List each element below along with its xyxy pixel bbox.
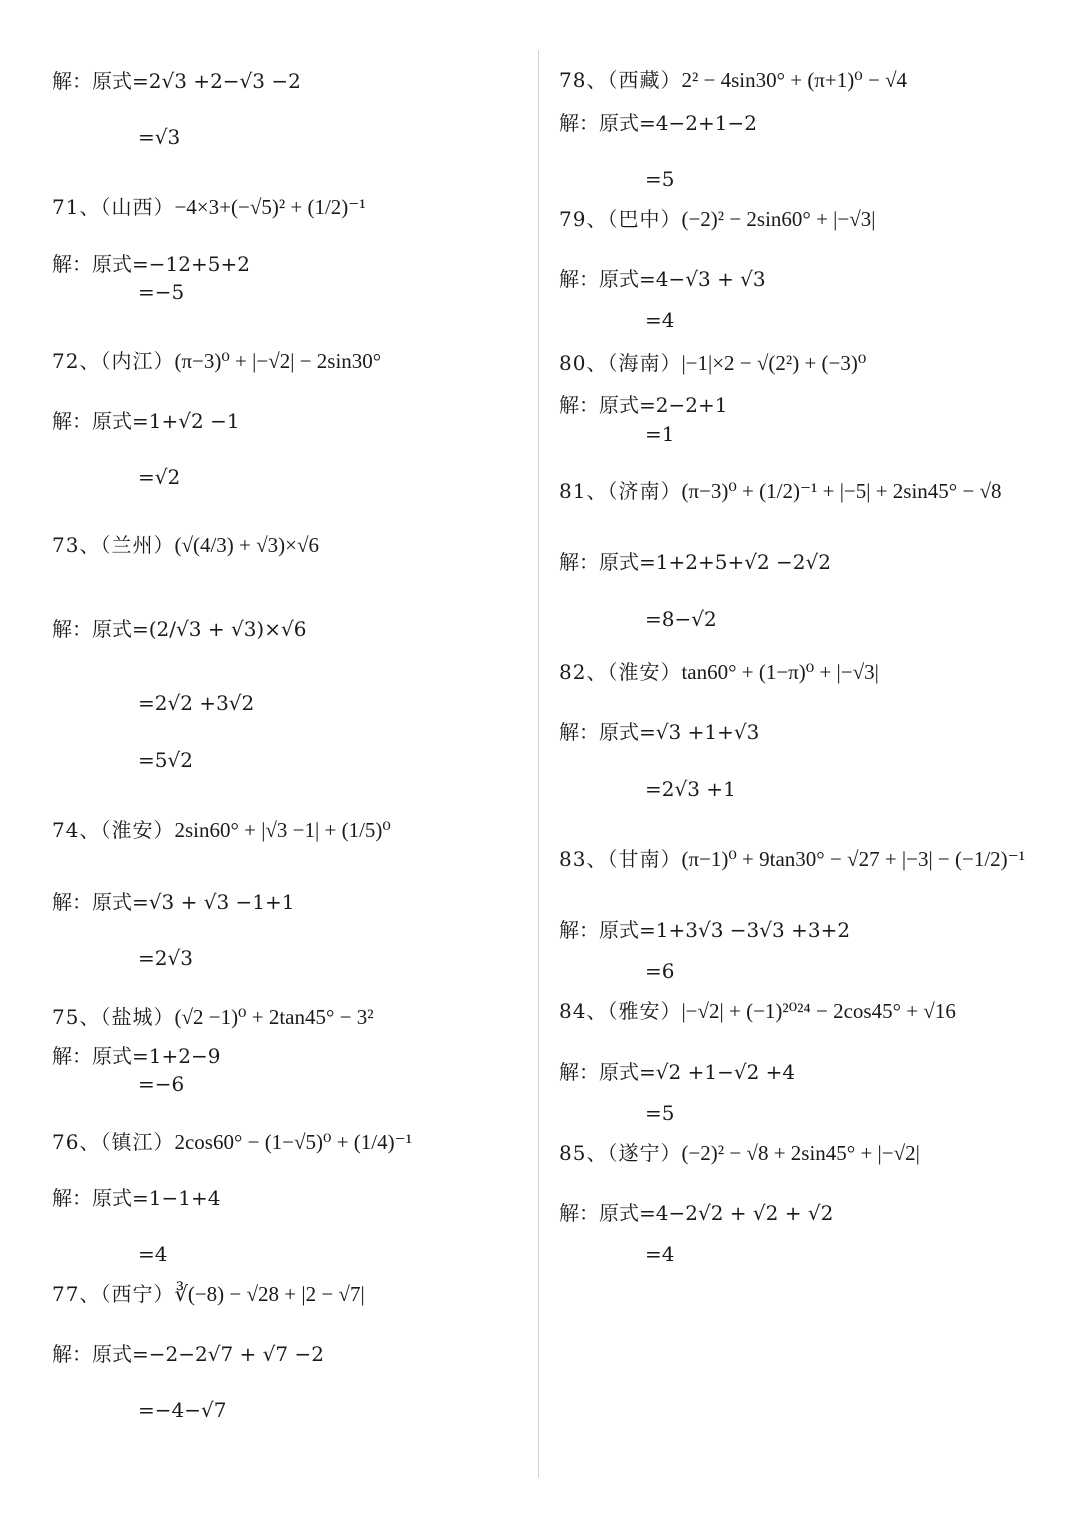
solution-line: 解：原式=4−2+1−2 xyxy=(559,111,757,135)
problem-78 xyxy=(559,66,907,94)
problem-label: 78、（西藏） xyxy=(559,68,682,92)
solution-line: 解：原式=1+2+5+√2 −2√2 xyxy=(559,550,831,574)
problem-label: 81、（济南） xyxy=(559,479,682,503)
problem-expression: (−2)² − 2sin60° + |−√3| xyxy=(681,207,876,231)
problem-label: 83、（甘南） xyxy=(559,847,682,871)
solution-line: =√2 xyxy=(138,465,181,489)
problem-expression: |−1|×2 − √(2²) + (−3)⁰ xyxy=(681,351,867,375)
problem-expression: |−√2| + (−1)²⁰²⁴ − 2cos45° + √16 xyxy=(681,999,956,1023)
solution-line: 解：原式=1+3√3 −3√3 +3+2 xyxy=(559,918,851,942)
problem-label: 79、（巴中） xyxy=(559,207,682,231)
problem-label: 73、（兰州） xyxy=(52,533,175,557)
solution-line: 解：原式=1+2−9 xyxy=(52,1044,221,1068)
solution-line: 解：原式=4−√3 + √3 xyxy=(559,267,766,291)
problem-expression: (π−3)⁰ + (1/2)⁻¹ + |−5| + 2sin45° − √8 xyxy=(681,479,1002,503)
problem-79 xyxy=(559,205,875,233)
solution-line: 解：原式=√3 +1+√3 xyxy=(559,720,760,744)
problem-expression: 2cos60° − (1−√5)⁰ + (1/4)⁻¹ xyxy=(174,1130,413,1154)
solution-line: 解：原式=(2/√3 + √3)×√6 xyxy=(52,617,307,641)
solution-line: =4 xyxy=(138,1242,168,1266)
problem-label: 82、（淮安） xyxy=(559,660,682,684)
solution-line: 解：原式=√3 + √3 −1+1 xyxy=(52,890,295,914)
problem-expression: (−2)² − √8 + 2sin45° + |−√2| xyxy=(681,1141,920,1165)
solution-line: =2√2 +3√2 xyxy=(138,691,255,715)
problem-label: 72、（内江） xyxy=(52,349,175,373)
solution-line: 解：原式=−12+5+2 xyxy=(52,252,250,276)
solution-line: 解：原式=√2 +1−√2 +4 xyxy=(559,1060,796,1084)
solution-line: =6 xyxy=(645,959,675,983)
solution-line: =2√3 +1 xyxy=(645,777,736,801)
problem-label: 84、（雅安） xyxy=(559,999,682,1023)
solution-line: =8−√2 xyxy=(645,607,717,631)
problem-label: 80、（海南） xyxy=(559,351,682,375)
solution-line: =−4−√7 xyxy=(138,1398,227,1422)
problem-83 xyxy=(559,845,1025,873)
problem-expression: ∛(−8) − √28 + |2 − √7| xyxy=(174,1282,365,1306)
solution-line: =2√3 xyxy=(138,946,193,970)
problem-76 xyxy=(52,1128,412,1156)
problem-expression: (√2 −1)⁰ + 2tan45° − 3² xyxy=(174,1005,374,1029)
problem-77 xyxy=(52,1280,365,1308)
problem-label: 77、（西宁） xyxy=(52,1282,175,1306)
solution-line: 解：原式=−2−2√7 + √7 −2 xyxy=(52,1342,324,1366)
problem-label: 74、（淮安） xyxy=(52,818,175,842)
problem-expression: 2² − 4sin30° + (π+1)⁰ − √4 xyxy=(681,68,908,92)
problem-label: 71、（山西） xyxy=(52,195,175,219)
solution-line: 解：原式=1−1+4 xyxy=(52,1186,221,1210)
problem-84 xyxy=(559,997,956,1025)
problem-73 xyxy=(52,531,319,559)
solution-line: =−5 xyxy=(138,280,185,304)
solution-line: =4 xyxy=(645,308,675,332)
solution-line: 解：原式=2−2+1 xyxy=(559,393,728,417)
solution-line: =5√2 xyxy=(138,748,193,772)
problem-82 xyxy=(559,658,879,686)
solution-line: 解：原式=2√3 +2−√3 −2 xyxy=(52,69,301,93)
problem-label: 75、（盐城） xyxy=(52,1005,175,1029)
problem-72 xyxy=(52,347,381,375)
problem-expression: 2sin60° + |√3 −1| + (1/5)⁰ xyxy=(174,818,391,842)
solution-line: 解：原式=4−2√2 + √2 + √2 xyxy=(559,1201,834,1225)
problem-expression: (π−3)⁰ + |−√2| − 2sin30° xyxy=(174,349,382,373)
solution-line: 解：原式=1+√2 −1 xyxy=(52,409,240,433)
problem-expression: (√(4/3) + √3)×√6 xyxy=(174,533,320,557)
solution-line: =5 xyxy=(645,1101,675,1125)
problem-expression: (π−1)⁰ + 9tan30° − √27 + |−3| − (−1/2)⁻¹ xyxy=(681,847,1026,871)
solution-line: =4 xyxy=(645,1242,675,1266)
problem-label: 85、（遂宁） xyxy=(559,1141,682,1165)
solution-line: =−6 xyxy=(138,1072,185,1096)
problem-71 xyxy=(52,193,366,221)
solution-line: =5 xyxy=(645,167,675,191)
problem-expression: tan60° + (1−π)⁰ + |−√3| xyxy=(681,660,879,684)
problem-85 xyxy=(559,1139,920,1167)
solution-line: =√3 xyxy=(138,125,181,149)
problem-75 xyxy=(52,1003,374,1031)
problem-expression: −4×3+(−√5)² + (1/2)⁻¹ xyxy=(174,195,366,219)
solution-line: =1 xyxy=(645,422,675,446)
column-divider xyxy=(538,50,539,1478)
problem-80 xyxy=(559,349,866,377)
problem-74 xyxy=(52,816,391,844)
problem-81 xyxy=(559,477,1002,505)
problem-label: 76、（镇江） xyxy=(52,1130,175,1154)
